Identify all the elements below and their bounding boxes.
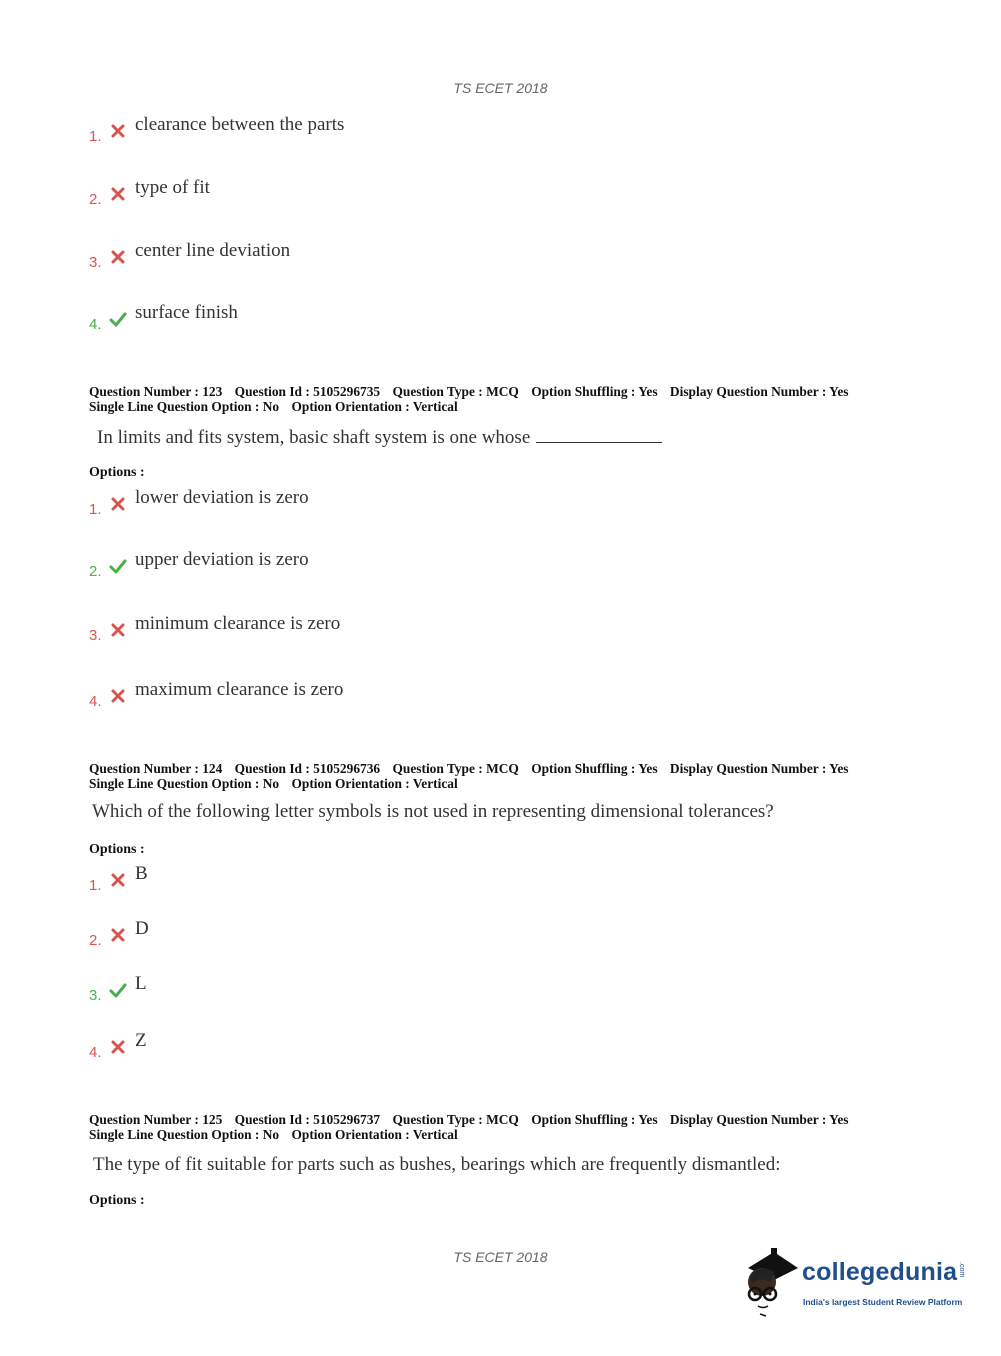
question-type: Question Type : MCQ [392,1112,519,1127]
display-question-number: Display Question Number : Yes [669,761,849,776]
option-orientation: Option Orientation : Vertical [291,775,458,791]
cross-icon [109,621,127,639]
brand-name: collegedunia [802,1258,958,1286]
option-number: 3. [89,254,102,271]
option-orientation: Option Orientation : Vertical [291,398,458,414]
cross-icon [109,122,127,140]
option-text: type of fit [135,177,210,198]
question-meta-line [89,777,929,792]
question-meta-line [89,385,929,400]
option-text: B [135,863,148,884]
question-meta-line [89,1128,929,1143]
check-icon [109,310,127,328]
option-number: 2. [89,563,102,580]
option-number: 1. [89,501,102,518]
option-shuffling: Option Shuffling : Yes [531,1112,658,1127]
question-number: Question Number : 125 [89,1112,223,1127]
question-id: Question Id : 5105296735 [234,384,381,399]
option-text: L [135,973,147,994]
option-text: Z [135,1030,147,1051]
question-number: Question Number : 124 [89,761,223,776]
question-meta [89,762,929,791]
option-number: 1. [89,877,102,894]
display-question-number: Display Question Number : Yes [669,1112,849,1127]
question-id: Question Id : 5105296736 [234,761,381,776]
option-number: 2. [89,191,102,208]
check-icon [109,557,127,575]
option-text: maximum clearance is zero [135,679,344,700]
option-text: lower deviation is zero [135,487,309,508]
single-line-option: Single Line Question Option : No [89,775,280,791]
options-label: Options : [89,465,145,480]
option-number: 2. [89,932,102,949]
cross-icon [109,248,127,266]
option-number: 4. [89,693,102,710]
option-number: 1. [89,128,102,145]
option-text: surface finish [135,302,238,323]
question-meta-line [89,1113,929,1128]
question-number: Question Number : 123 [89,384,223,399]
options-label: Options : [89,842,145,857]
option-number: 4. [89,316,102,333]
option-text: upper deviation is zero [135,549,309,570]
cross-icon [109,687,127,705]
question-meta-line [89,762,929,777]
single-line-option: Single Line Question Option : No [89,1126,280,1142]
question-meta [89,1113,929,1142]
cross-icon [109,1038,127,1056]
option-text: center line deviation [135,240,291,261]
cross-icon [109,185,127,203]
cross-icon [109,926,127,944]
question-meta-line [89,400,929,415]
question-type: Question Type : MCQ [392,384,519,399]
question-text: Which of the following letter symbols is not used in representing dimensional tolerances? [92,801,774,822]
question-type: Question Type : MCQ [392,761,519,776]
single-line-option: Single Line Question Option : No [89,398,280,414]
question-text-content: In limits and fits system, basic shaft system is one whose [97,427,531,448]
option-text: minimum clearance is zero [135,613,341,634]
mascot-icon [740,1246,802,1322]
cross-icon [109,495,127,513]
question-text [97,425,662,449]
option-text: clearance between the parts [135,114,345,135]
brand-tagline: India's largest Student Review Platform [803,1297,963,1307]
brand-domain: .com [958,1262,965,1278]
options-label: Options : [89,1193,145,1208]
collegedunia-logo [740,1246,972,1322]
cross-icon [109,871,127,889]
question-meta [89,385,929,414]
page-footer: TS ECET 2018 [453,1249,548,1265]
option-text: D [135,918,149,939]
check-icon [109,981,127,999]
option-number: 3. [89,987,102,1004]
option-shuffling: Option Shuffling : Yes [531,384,658,399]
question-text: The type of fit suitable for parts such as bushes, bearings which are frequently dismantled: [93,1154,781,1175]
option-number: 4. [89,1044,102,1061]
option-shuffling: Option Shuffling : Yes [531,761,658,776]
display-question-number: Display Question Number : Yes [669,384,849,399]
option-number: 3. [89,627,102,644]
answer-blank [536,425,662,443]
question-id: Question Id : 5105296737 [234,1112,381,1127]
page-header: TS ECET 2018 [453,80,548,96]
option-orientation: Option Orientation : Vertical [291,1126,458,1142]
